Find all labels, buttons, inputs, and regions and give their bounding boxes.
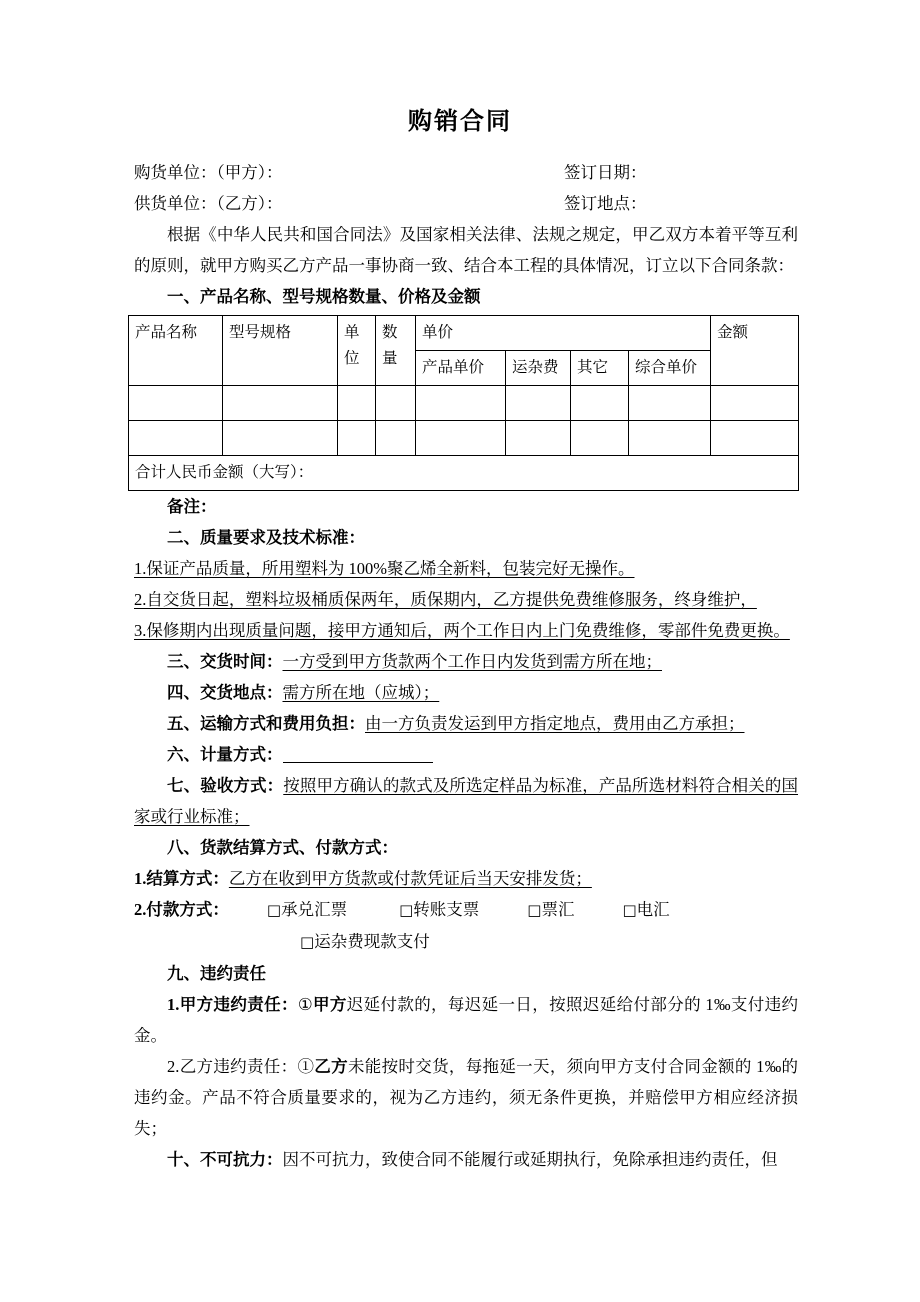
th-freight-fee: 运杂费 xyxy=(506,350,571,385)
section-five xyxy=(0,708,920,739)
section-eight-payment-row xyxy=(0,894,920,926)
section-one-heading: 一、产品名称、型号规格数量、价格及金额 xyxy=(167,286,481,306)
buyer-row xyxy=(134,157,800,188)
supplier-label: 供货单位：（乙方）： xyxy=(134,193,283,213)
payment-option-freight-cash[interactable] xyxy=(300,932,430,951)
preamble-paragraph: 根据《中华人民共和国合同法》及国家相关法律、法规之规定，甲乙双方本着平等互利的原则，就甲方购买乙方产品一事协商一致、结合本工程的具体情况，订立以下合同条款： xyxy=(134,224,798,275)
section-nine-item-2-label: 2.乙方违约责任： xyxy=(167,1056,298,1076)
checkbox-icon[interactable]: □ xyxy=(300,932,315,951)
section-seven-value: 按照甲方确认的款式及所选定样品为标准，产品所选材料符合相关的国家或行业标准； xyxy=(134,775,799,826)
section-seven-label: 七、验收方式： xyxy=(167,775,284,795)
section-nine-item-1-text: 迟延付款的，每迟延一日，按照迟延给付部分的 1‰支付违约金。 xyxy=(134,994,799,1045)
section-ten-value: 因不可抗力，致使合同不能履行或延期执行，免除承担违约责任，但 xyxy=(282,1149,778,1169)
sign-date-label: 签订日期： xyxy=(564,162,647,182)
payment-option-label: 转账支票 xyxy=(413,899,480,919)
th-unit-text: 单位 xyxy=(344,323,360,367)
settlement-value: 乙方在收到甲方货款或付款凭证后当天安排发货； xyxy=(228,868,592,888)
th-unit-price: 单价 xyxy=(416,315,711,350)
payment-option-label: 电汇 xyxy=(636,899,670,919)
table-row xyxy=(129,420,799,455)
th-model-spec: 型号规格 xyxy=(223,315,338,385)
sign-place-label: 签订地点： xyxy=(564,193,647,213)
circled-number-icon: ① xyxy=(297,1056,315,1076)
th-other: 其它 xyxy=(571,350,629,385)
cell-product-name[interactable] xyxy=(129,420,223,455)
payment-option-label: 承兑汇票 xyxy=(281,899,348,919)
section-five-value: 由一方负责发运到甲方指定地点，费用由乙方承担； xyxy=(365,713,745,733)
cell-composite-unit-price[interactable] xyxy=(629,420,711,455)
payment-option-wire-transfer[interactable] xyxy=(622,894,669,926)
cell-amount[interactable] xyxy=(711,385,799,420)
th-product-unit-price: 产品单价 xyxy=(416,350,506,385)
section-six-blank-field[interactable] xyxy=(283,762,433,763)
th-quantity xyxy=(376,315,416,385)
checkbox-icon[interactable]: □ xyxy=(266,900,282,919)
cell-total-label: 合计人民币金额（大写）： xyxy=(129,455,799,490)
cell-composite-unit-price[interactable] xyxy=(629,385,711,420)
product-table xyxy=(128,315,799,491)
circled-number-icon: ① xyxy=(297,994,313,1014)
section-nine-item-1-label: 1.甲方违约责任： xyxy=(167,994,298,1014)
payment-options xyxy=(229,894,798,926)
section-four xyxy=(0,677,920,708)
cell-model-spec[interactable] xyxy=(223,420,338,455)
cell-quantity[interactable] xyxy=(376,420,416,455)
spacer xyxy=(479,894,527,926)
section-eight-settlement xyxy=(0,863,920,894)
cell-freight-fee[interactable] xyxy=(506,385,571,420)
th-product-name: 产品名称 xyxy=(129,315,223,385)
section-six xyxy=(0,739,920,770)
section-ten-label: 十、不可抗力： xyxy=(167,1149,283,1169)
th-unit xyxy=(338,315,376,385)
section-two-heading: 二、质量要求及技术标准： xyxy=(167,527,365,547)
cell-quantity[interactable] xyxy=(376,385,416,420)
payment-option-freight-cash-row xyxy=(0,926,920,958)
section-nine-item-2-text: 未能按时交货，每拖延一天，须向甲方支付合同金额的 1‰的违约金。产品不符合质量要求的，视为乙方违约，须无条件更换，并赔偿甲方相应经济损失； xyxy=(134,1056,799,1138)
settlement-label: 1.结算方式： xyxy=(134,868,229,888)
remark-label: 备注： xyxy=(167,496,217,516)
cell-product-name[interactable] xyxy=(129,385,223,420)
table-header-row-1 xyxy=(129,315,799,350)
cell-amount[interactable] xyxy=(711,420,799,455)
section-two-item-3-text: 3.保修期内出现质量问题，接甲方通知后，两个工作日内上门免费维修，零部件免费更换。 xyxy=(134,620,790,640)
section-nine-item-2-bold: 乙方 xyxy=(314,1056,348,1076)
cell-other[interactable] xyxy=(571,420,629,455)
section-nine-heading: 九、违约责任 xyxy=(167,963,266,983)
section-four-value: 需方所在地（应城）； xyxy=(282,682,440,702)
section-two-item-3 xyxy=(0,615,920,646)
supplier-row xyxy=(134,188,800,219)
section-nine-item-2 xyxy=(0,1051,920,1144)
section-two-item-1-text: 1.保证产品质量，所用塑料为 100%聚乙烯全新料，包装完好无操作。 xyxy=(134,558,635,578)
section-seven xyxy=(0,770,920,832)
section-four-label: 四、交货地点： xyxy=(167,682,283,702)
section-five-label: 五、运输方式和费用负担： xyxy=(167,713,365,733)
cell-unit[interactable] xyxy=(338,385,376,420)
th-amount: 金额 xyxy=(711,315,799,385)
section-ten xyxy=(0,1144,920,1175)
payment-label: 2.付款方式： xyxy=(134,899,229,919)
section-six-label: 六、计量方式： xyxy=(167,744,283,764)
cell-product-unit-price[interactable] xyxy=(416,385,506,420)
section-two-item-2 xyxy=(0,584,920,615)
checkbox-icon[interactable]: □ xyxy=(399,900,414,919)
table-row xyxy=(129,385,799,420)
table-total-row xyxy=(129,455,799,490)
payment-option-label: 票汇 xyxy=(541,899,575,919)
checkbox-icon[interactable]: □ xyxy=(527,900,542,919)
section-nine-item-1-bold: 甲方 xyxy=(312,994,347,1014)
cell-product-unit-price[interactable] xyxy=(416,420,506,455)
spacer xyxy=(347,894,399,926)
cell-freight-fee[interactable] xyxy=(506,420,571,455)
cell-model-spec[interactable] xyxy=(223,385,338,420)
section-three xyxy=(0,646,920,677)
spacer xyxy=(574,894,622,926)
payment-option-acceptance-bill[interactable] xyxy=(267,894,347,926)
section-eight-heading: 八、货款结算方式、付款方式： xyxy=(167,837,398,857)
payment-option-bill-remittance[interactable] xyxy=(527,894,574,926)
page-title: 购销合同 xyxy=(408,109,512,135)
section-three-value: 一方受到甲方货款两个工作日内发货到需方所在地； xyxy=(282,651,662,671)
checkbox-icon[interactable]: □ xyxy=(622,900,637,919)
th-quantity-text: 数量 xyxy=(382,323,398,367)
payment-option-transfer-check[interactable] xyxy=(399,894,479,926)
header-parties xyxy=(0,157,920,219)
section-two-item-1 xyxy=(0,553,920,584)
section-three-label: 三、交货时间： xyxy=(167,651,283,671)
payment-option-label: 运杂费现款支付 xyxy=(314,931,430,951)
th-composite-unit-price: 综合单价 xyxy=(629,350,711,385)
section-two-item-2-text: 2.自交货日起，塑料垃圾桶质保两年，质保期内，乙方提供免费维修服务，终身维护， xyxy=(134,589,757,609)
product-table-wrap xyxy=(0,315,920,491)
cell-other[interactable] xyxy=(571,385,629,420)
section-nine-item-1 xyxy=(0,989,920,1051)
cell-unit[interactable] xyxy=(338,420,376,455)
buyer-label: 购货单位：（甲方）： xyxy=(134,162,283,182)
